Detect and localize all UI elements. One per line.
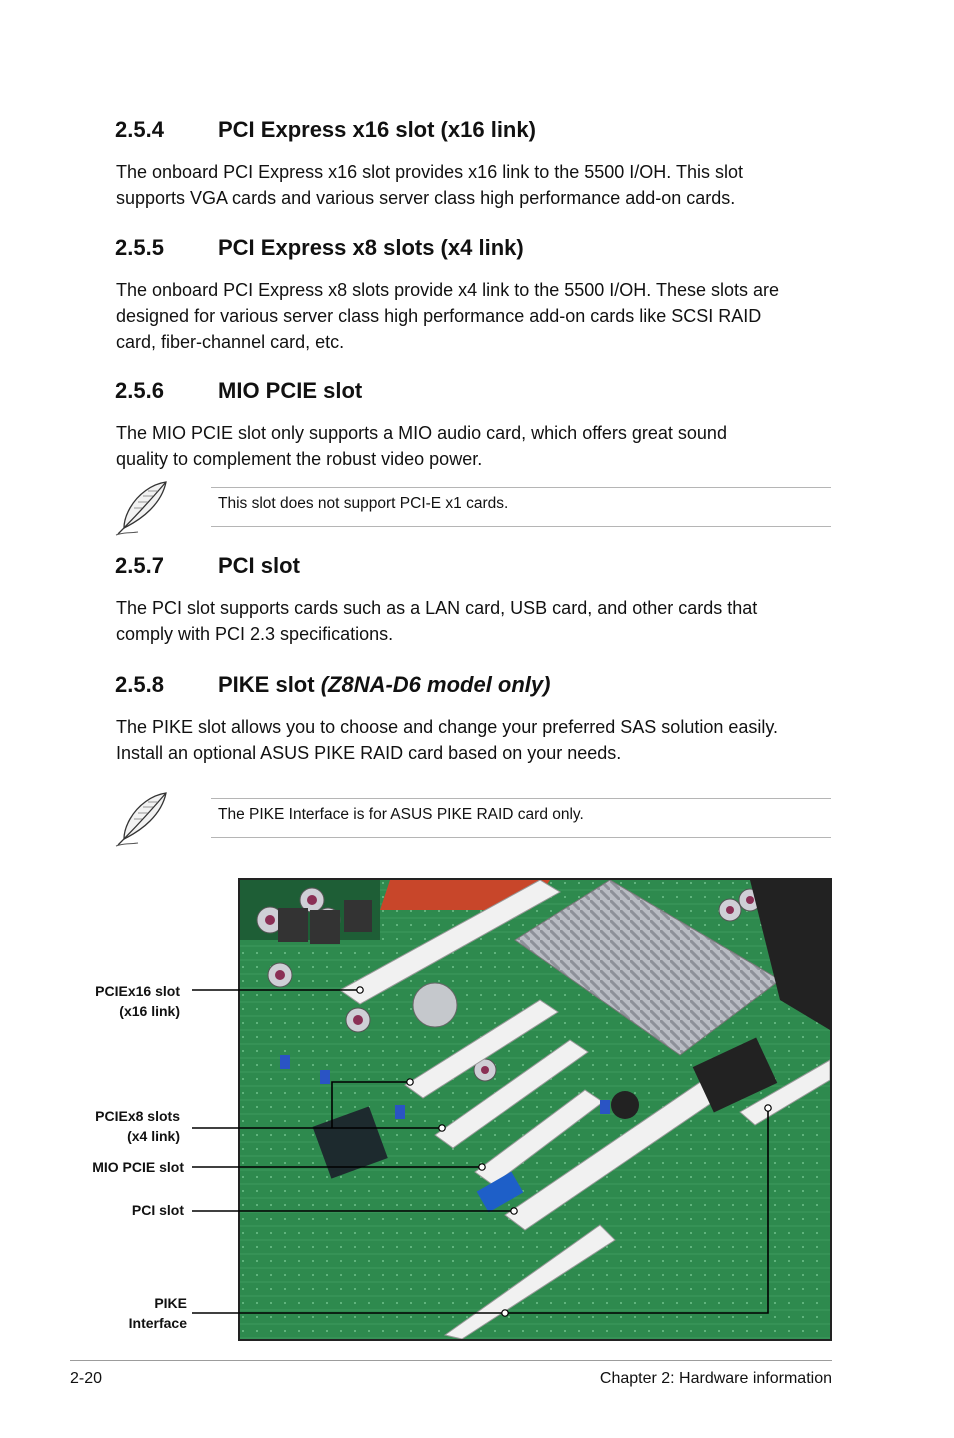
- footer-rule: [70, 1360, 832, 1361]
- note-text: This slot does not support PCI-E x1 cards.: [218, 495, 509, 512]
- body-line: supports VGA cards and various server class high performance add-on cards.: [116, 188, 736, 208]
- section-title: PCI Express x16 slot (x16 link): [218, 117, 536, 142]
- note-box: [112, 478, 832, 540]
- callout-line: (x4 link): [127, 1128, 180, 1144]
- section-number: 2.5.6: [115, 378, 164, 403]
- cmos-battery: [413, 983, 457, 1027]
- section-body-2-5-7: [116, 595, 836, 647]
- section-body-2-5-8: [116, 714, 836, 766]
- callout-line: PIKE: [154, 1295, 187, 1311]
- body-line: quality to complement the robust video power.: [116, 449, 483, 469]
- callout-line: (x16 link): [119, 1003, 180, 1019]
- section-number: 2.5.7: [115, 553, 164, 578]
- body-line: comply with PCI 2.3 specifications.: [116, 624, 394, 644]
- note-bottom-rule: [211, 837, 831, 838]
- body-line: Install an optional ASUS PIKE RAID card based on your needs.: [116, 743, 622, 763]
- body-line: The onboard PCI Express x16 slot provides x16 link to the 5500 I/OH. This slot: [116, 162, 743, 182]
- body-line: designed for various server class high performance add-on cards like SCSI RAID: [116, 306, 762, 326]
- callout-line: PCI slot: [131, 1202, 184, 1218]
- section-body-2-5-5: [116, 277, 836, 355]
- note-bottom-rule: [211, 526, 831, 527]
- callout-line: PCIEx8 slots: [95, 1108, 180, 1124]
- callout-line: MIO PCIE slot: [92, 1159, 184, 1175]
- note-text: The PIKE Interface is for ASUS PIKE RAID card only.: [218, 806, 584, 823]
- callout-line: Interface: [128, 1315, 187, 1331]
- motherboard-photo: [238, 878, 832, 1341]
- motherboard-illustration: [240, 880, 830, 1339]
- body-line: The onboard PCI Express x8 slots provide x4 link to the 5500 I/OH. These slots are: [116, 280, 780, 300]
- section-title-main: PIKE slot: [218, 672, 321, 697]
- body-line: The MIO PCIE slot only supports a MIO audio card, which offers great sound: [116, 423, 727, 443]
- note-top-rule: [211, 487, 831, 488]
- section-heading-2-5-8: [115, 672, 715, 700]
- callout-pciex16-slot: [40, 981, 180, 1021]
- section-title: PCI slot: [218, 553, 300, 578]
- section-body-2-5-6: [116, 420, 836, 472]
- section-number: 2.5.4: [115, 117, 164, 142]
- section-title: [218, 672, 550, 698]
- section-number: 2.5.5: [115, 235, 164, 260]
- chapter-title: Chapter 2: Hardware information: [599, 1370, 832, 1387]
- callout-pciex8-slots: [40, 1106, 180, 1146]
- body-line: The PCI slot supports cards such as a LAN card, USB card, and other cards that: [116, 598, 758, 618]
- page-number: 2-20: [70, 1370, 103, 1387]
- section-number: 2.5.8: [115, 672, 164, 697]
- callout-pci-slot: [40, 1200, 184, 1220]
- body-line: The PIKE slot allows you to choose and change your preferred SAS solution easily.: [116, 717, 779, 737]
- feather-note-icon: [112, 478, 174, 538]
- callout-mio-pcie-slot: [40, 1157, 184, 1177]
- section-title-model-note: (Z8NA-D6 model only): [320, 672, 551, 697]
- section-heading-2-5-6: [115, 378, 715, 406]
- section-body-2-5-4: [116, 159, 836, 211]
- section-title: PCI Express x8 slots (x4 link): [218, 235, 524, 260]
- callout-line: PCIEx16 slot: [95, 983, 180, 999]
- section-heading-2-5-4: [115, 117, 715, 145]
- section-heading-2-5-5: [115, 235, 715, 263]
- callout-pike-interface: [40, 1293, 187, 1333]
- section-heading-2-5-7: [115, 553, 715, 581]
- note-top-rule: [211, 798, 831, 799]
- body-line: card, fiber-channel card, etc.: [116, 332, 345, 352]
- feather-note-icon: [112, 789, 174, 849]
- section-title: MIO PCIE slot: [218, 378, 363, 403]
- note-box: [112, 789, 832, 851]
